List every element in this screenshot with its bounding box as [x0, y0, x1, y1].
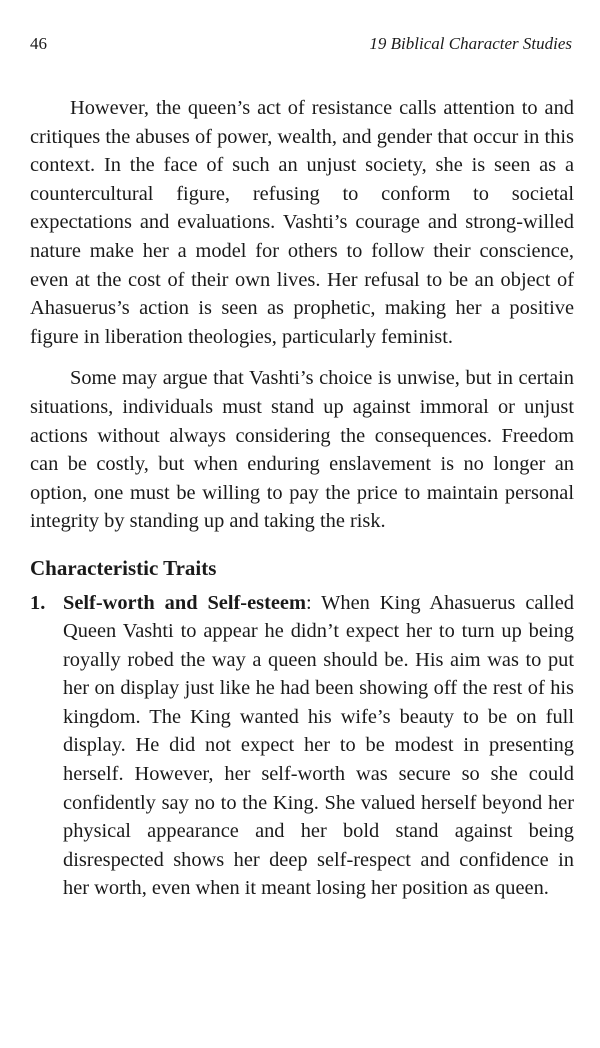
body-paragraph: Some may argue that Vashti’s choice is unwise, but in certain situations, individuals must stand up against immoral or unjust actions without always considering the consequences. Freedom can be costly, but when enduring enslavement is no longer an option, one must be willing to pay the price to maintain personal integrity by standing up and taking the risk.	[30, 367, 574, 533]
body-paragraph: However, the queen’s act of resistance calls attention to and critiques the abuses of power, wealth, and gender that occur in this context. In the face of such an unjust society, she is seen as a countercultural figure, refusing to conform to societal expectations and evaluations. Vashti’s courage and strong-willed nature make her a model for others to follow their conscience, even at the cost of their own lives. Her refusal to be an object of Ahasuerus’s action is seen as prophetic, making her a positive figure in liberation theologies, particularly feminist.	[30, 97, 574, 348]
trait-text: : When King Ahasuerus called Queen Vashti to appear he didn’t expect her to turn up being royally robed the way a queen should be. His aim was to put her on display just like he had been showing off the rest of his kingdom. The King wanted his wife’s beauty to be on full display. He did not expect her to be modest in presenting herself. However, her self-worth was secure so she could confidently say no to the King. She valued herself beyond her physical appearance and her bold stand against being disrespected shows her deep self-respect and confidence in her worth, even when it meant losing her position as queen.	[63, 591, 575, 900]
trait-title: Self-worth and Self-esteem	[63, 591, 306, 614]
trait-body	[63, 589, 574, 904]
trait-number: 1.	[30, 591, 46, 614]
trait-list-item	[30, 589, 574, 904]
section-heading: Characteristic Traits	[30, 555, 217, 580]
book-title: 19 Biblical Character Studies	[369, 34, 572, 53]
page-content	[30, 94, 574, 903]
page-number: 46	[30, 34, 47, 53]
running-header	[30, 34, 572, 58]
